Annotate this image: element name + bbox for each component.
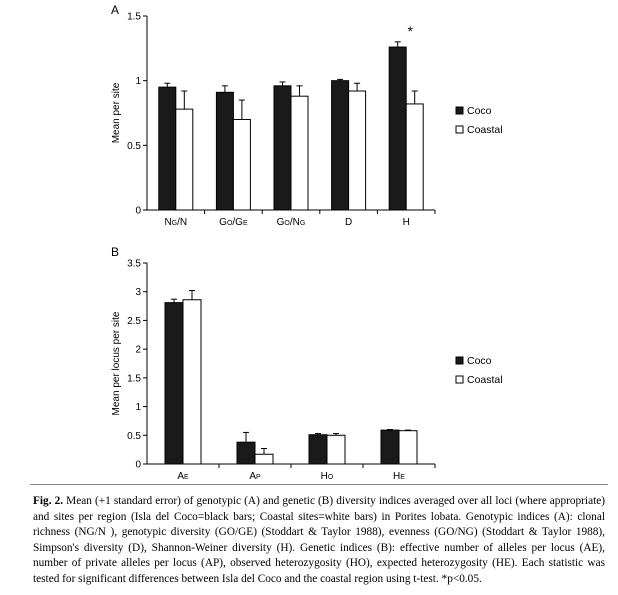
legend-label-coco: Coco: [467, 355, 492, 367]
legend-swatch-coastal: [456, 126, 463, 133]
bar-coastal-1: [255, 454, 273, 464]
bar-coastal-0: [183, 300, 201, 464]
legend-label-coastal: Coastal: [467, 124, 503, 136]
bar-coastal-3: [399, 431, 417, 464]
y-tick-label: 0: [135, 205, 141, 217]
bar-coastal-3: [349, 91, 366, 210]
bar-coco-0: [159, 87, 176, 210]
y-tick-label: 0: [135, 459, 141, 471]
legend-swatch-coastal: [456, 376, 463, 383]
bar-coastal-0: [176, 109, 193, 210]
bar-coco-3: [381, 430, 399, 464]
bar-coco-2: [309, 435, 327, 464]
bar-coco-3: [332, 81, 349, 210]
significance-marker: *: [407, 22, 413, 39]
x-tick-label: NG/N: [164, 217, 188, 228]
x-tick-label: GO/NG: [276, 217, 306, 228]
y-tick-label: 2: [135, 344, 141, 356]
panel-a: [111, 3, 503, 228]
bar-coco-2: [274, 86, 291, 210]
x-tick-label: HO: [320, 471, 334, 480]
y-axis-label: Mean per locus per site: [111, 311, 122, 416]
figure-caption: [33, 494, 605, 588]
bar-coco-0: [165, 303, 183, 464]
caption-text: Mean (+1 standard error) of genotypic (A) and genetic (B) diversity indices averaged over all loci (where appropriate) and sites per region (Isla del Coco=black bars; Coastal sites=white bars) in Porites lobata. Genotypic indices (A): clonal richness (NG/N ), genotypic diversity (GO/GE) (Stoddart & Taylor 1988), evenness (GO/NG) (Stoddart & Taylor 1988), Simpson's diversity (D), Shannon-Weiner diversity (H). Genetic indices (B): effective number of alleles per locus (AE), number of private alleles per locus (AP), observed heterozygosity (HO), expected heterozygosity (HE). Each statistic was tested for significant differences between Isla del Coco and the coastal region using t-test. *p<0.05.: [33, 495, 605, 585]
y-tick-label: 1.5: [127, 373, 141, 385]
bar-coco-4: [389, 47, 406, 210]
panel-b: [111, 245, 503, 480]
x-tick-label: H: [402, 217, 410, 228]
bar-coco-1: [237, 442, 255, 464]
legend-label-coastal: Coastal: [467, 374, 503, 386]
bar-coastal-2: [327, 435, 345, 464]
panel-letter-b: B: [111, 245, 120, 259]
y-tick-label: 3: [135, 287, 141, 299]
y-axis-label: Mean per site: [111, 82, 122, 144]
bar-coco-1: [216, 92, 233, 210]
legend-label-coco: Coco: [467, 105, 492, 117]
caption-divider: [30, 484, 608, 485]
caption-label: Fig. 2.: [33, 495, 64, 507]
y-tick-label: 0.5: [127, 140, 141, 152]
legend-swatch-coco: [456, 357, 463, 364]
y-tick-label: 3.5: [127, 258, 141, 270]
legend-swatch-coco: [456, 107, 463, 114]
x-tick-label: HE: [393, 471, 405, 480]
y-tick-label: 1.5: [127, 11, 141, 23]
bar-coastal-4: [406, 104, 423, 210]
y-tick-label: 1: [135, 402, 141, 414]
y-tick-label: 1: [135, 76, 141, 88]
panel-letter-a: A: [111, 3, 120, 17]
y-tick-label: 0.5: [127, 430, 141, 442]
x-tick-label: D: [344, 217, 353, 228]
y-tick-label: 2.5: [127, 315, 141, 327]
x-tick-label: GO/GE: [219, 217, 248, 228]
x-tick-label: AP: [249, 471, 261, 480]
bar-coastal-1: [233, 119, 250, 210]
x-tick-label: AE: [177, 471, 189, 480]
bar-coastal-2: [291, 96, 308, 210]
